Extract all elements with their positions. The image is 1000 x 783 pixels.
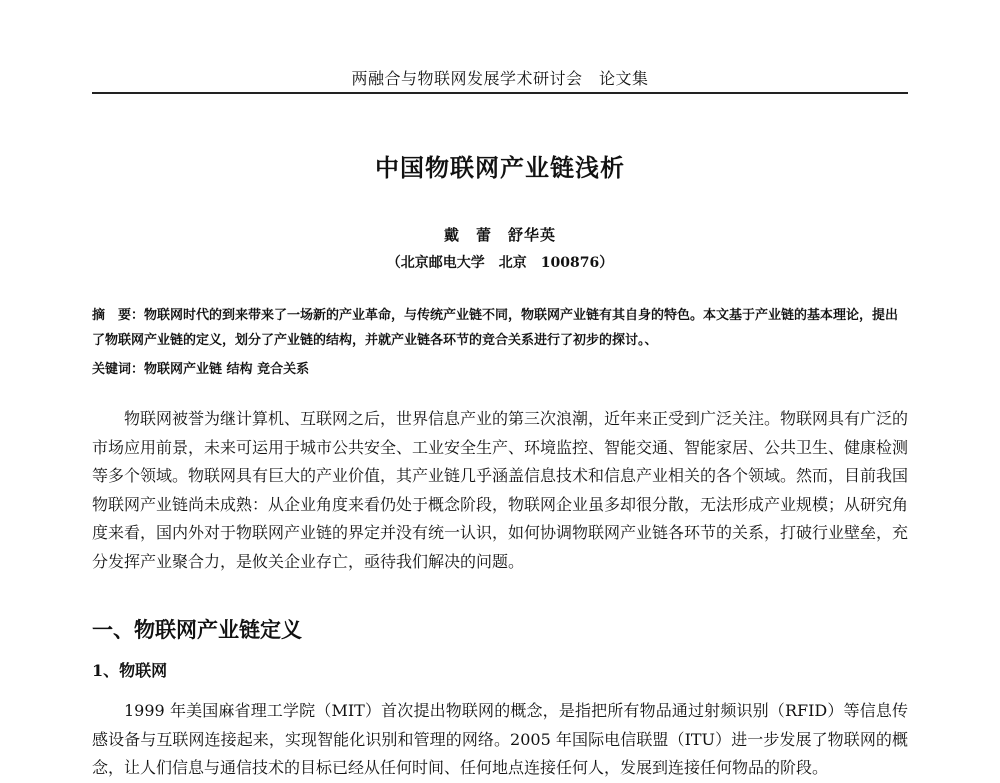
journal-header: 两融合与物联网发展学术研讨会 论文集 [351, 69, 649, 88]
intro-paragraph: 物联网被誉为继计算机、互联网之后，世界信息产业的第三次浪潮，近年来正受到广泛关注。物联网具有广泛的市场应用前景，未来可运用于城市公共安全、工业安全生产、环境监控、智能交通、智能家居、公共卫生、健康检测等多个领域。物联网具有巨大的产业价值，其产业链几乎涵盖信息技术和信息产业相关的各个领域。然而，目前我国物联网产业链尚未成熟：从企业角度来看仍处于概念阶段，物联网企业虽多却很分散，无法形成产业规模；从研究角度来看，国内外对于物联网产业链的界定并没有统一认识，如何协调物联网产业链各环节的关系，打破行业壁垒，充分发挥产业聚合力，是攸关企业存亡，亟待我们解决的问题。 [92, 409, 909, 571]
abstract-text: 物联网时代的到来带来了一场新的产业革命，与传统产业链不同，物联网产业链有其自身的特色。本文基于产业链的基本理论，提出了物联网产业链的定义，划分了产业链的结构，并就产业链各环节的竞合关系进行了初步的探讨。、 [92, 308, 899, 348]
keywords-label: 关键词： [92, 362, 145, 377]
subsection-paragraph: 1999 年美国麻省理工学院（MIT）首次提出物联网的概念，是指把所有物品通过射频识别（RFID）等信息传感设备与互联网连接起来，实现智能化识别和管理的网络。2005 年国际电信联盟（ITU）进一步发展了物联网的概念，让人们信息与通信技术的目标已经从任何时间、任何地点连接任何人，发展到连接任何物品的阶段。 [92, 701, 908, 778]
subsection-heading: 1、物联网 [92, 661, 168, 680]
header-rule [92, 92, 908, 94]
abstract-label: 摘 要： [92, 308, 145, 323]
paper-affiliation: （北京邮电大学 北京 100876） [386, 255, 614, 271]
abstract [92, 303, 908, 353]
section-heading: 一、物联网产业链定义 [92, 617, 302, 642]
keywords-text: 物联网产业链 结构 竞合关系 [144, 362, 310, 377]
paper-title: 中国物联网产业链浅析 [375, 153, 625, 182]
keywords [92, 358, 908, 377]
paper-authors: 戴 蕾 舒华英 [443, 226, 556, 244]
